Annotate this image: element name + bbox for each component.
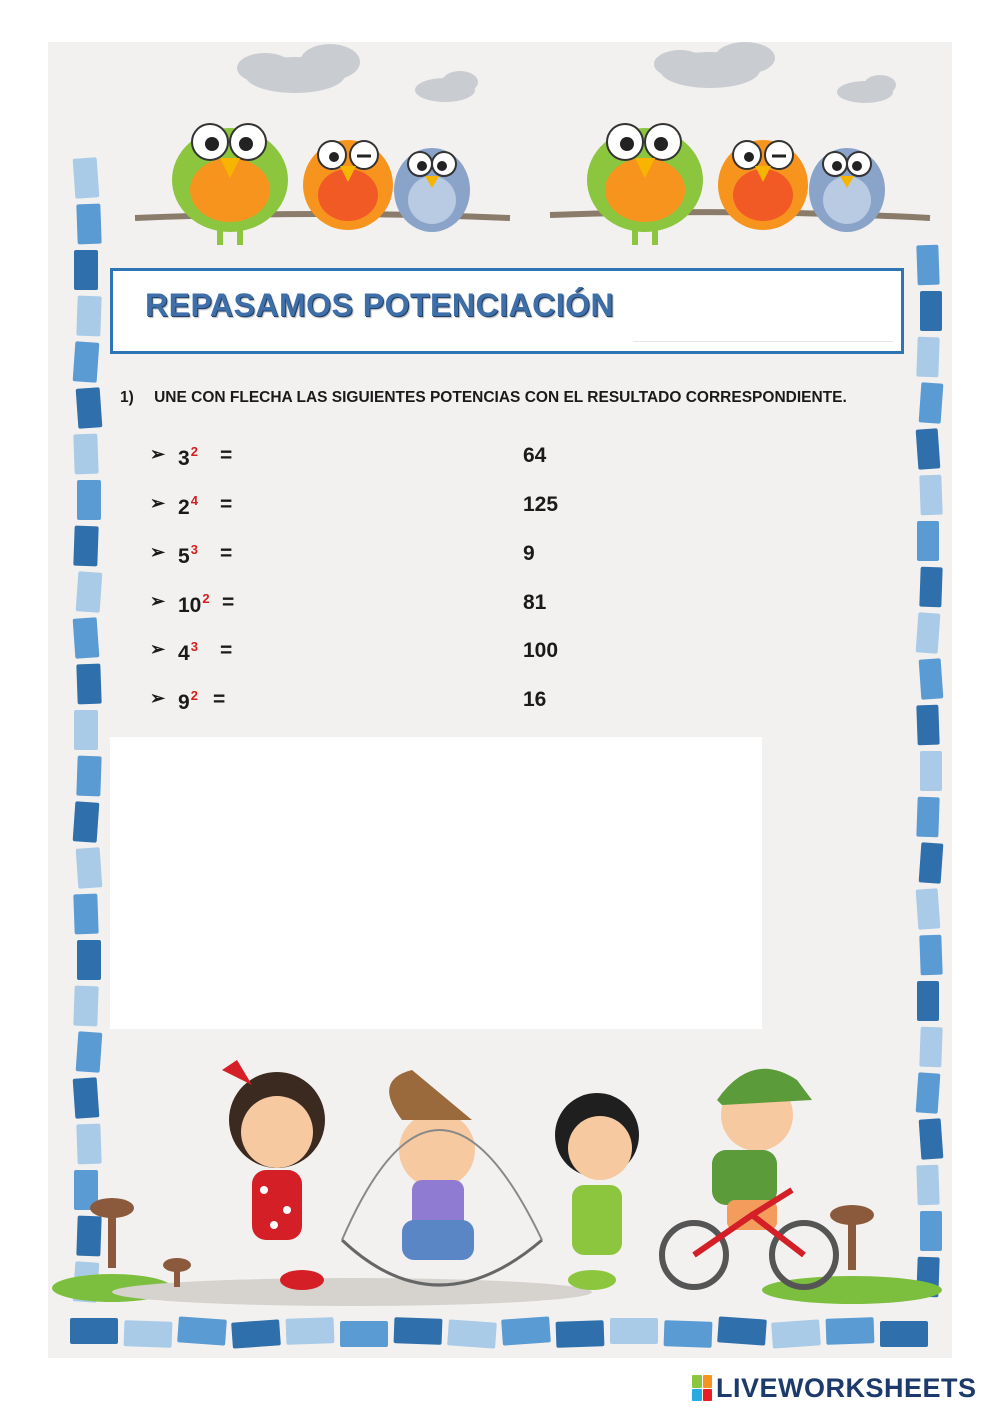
- border-tile: [76, 296, 101, 337]
- power-base: $5^3$: [178, 542, 198, 568]
- border-tile: [920, 751, 942, 791]
- girl-with-rope-icon: [222, 1060, 325, 1290]
- border-tile: [916, 612, 941, 653]
- border-tile: [880, 1321, 928, 1347]
- blue-bird-icon: [809, 148, 885, 232]
- blue-bird-icon: [394, 148, 470, 232]
- border-tile: [76, 847, 103, 889]
- border-tile: [920, 291, 942, 331]
- power-exponent: 2: [202, 591, 210, 606]
- border-tile: [76, 756, 101, 797]
- border-tile: [664, 1320, 713, 1348]
- border-tile: [177, 1316, 227, 1345]
- title-answer-blank[interactable]: [633, 283, 893, 342]
- green-bird-icon: [587, 124, 703, 245]
- result-value[interactable]: 125: [523, 493, 559, 516]
- power-exponent: 3: [190, 639, 198, 654]
- instruction-number: 1): [120, 389, 134, 406]
- border-tile: [76, 664, 101, 705]
- equals-sign: =: [220, 493, 233, 516]
- border-tile: [916, 797, 939, 838]
- border-tile: [826, 1317, 875, 1345]
- border-tile: [919, 475, 942, 516]
- power-exponent: 3: [190, 542, 198, 557]
- border-tile: [394, 1317, 443, 1345]
- children-illustration: [52, 1040, 948, 1310]
- border-tile: [917, 981, 939, 1021]
- cloud-icon: [237, 42, 896, 103]
- border-tile: [919, 658, 944, 699]
- border-tile: [340, 1321, 388, 1347]
- border-tile: [916, 428, 941, 469]
- worksheet-title: REPASAMOS POTENCIACIÓN: [145, 287, 615, 323]
- power-exponent: 2: [190, 688, 198, 703]
- liveworksheets-brand[interactable]: [692, 1372, 977, 1404]
- power-base: $10^2$: [178, 591, 210, 617]
- border-tile: [286, 1317, 335, 1345]
- power-base: $3^2$: [178, 444, 198, 470]
- border-tile: [76, 204, 101, 245]
- equals-sign: =: [220, 444, 233, 467]
- bullet-arrow-icon: ➢: [150, 591, 166, 611]
- orange-bird-icon: [303, 140, 393, 230]
- border-tile: [73, 157, 100, 199]
- power-base: $2^4$: [178, 493, 198, 519]
- liveworksheets-logo-icon: [692, 1375, 712, 1401]
- power-base: $4^3$: [178, 639, 198, 665]
- border-tile: [919, 842, 944, 883]
- border-tile: [73, 894, 98, 935]
- grass-ground: [52, 1274, 942, 1306]
- border-tile: [74, 710, 98, 750]
- title-box: [110, 268, 904, 354]
- green-bird-icon: [172, 124, 288, 245]
- result-value[interactable]: 9: [523, 542, 535, 565]
- border-tile: [917, 521, 939, 561]
- border-tile: [73, 526, 98, 567]
- equals-sign: =: [213, 688, 226, 711]
- birds-illustration: [120, 40, 940, 265]
- border-tile: [916, 337, 939, 378]
- border-tile: [70, 1318, 118, 1344]
- border-tile: [919, 935, 942, 976]
- border-tile: [73, 617, 100, 659]
- border-tile: [77, 940, 101, 980]
- orange-bird-icon: [718, 140, 808, 230]
- bullet-arrow-icon: ➢: [150, 688, 166, 708]
- instruction-text: UNE CON FLECHA LAS SIGUIENTES POTENCIAS CON EL RESULTADO CORRESPONDIENTE.: [154, 389, 847, 406]
- equals-sign: =: [220, 542, 233, 565]
- border-tile: [231, 1319, 281, 1348]
- border-tile: [447, 1319, 497, 1348]
- power-exponent: 2: [190, 444, 198, 459]
- border-tile: [717, 1316, 767, 1345]
- border-tile: [74, 250, 98, 290]
- border-tile: [76, 387, 103, 429]
- border-tile: [919, 567, 942, 608]
- power-exponent: 4: [190, 493, 198, 508]
- instruction: [120, 389, 847, 407]
- bullet-arrow-icon: ➢: [150, 493, 166, 513]
- border-tile: [916, 888, 941, 929]
- power-base: $9^2$: [178, 688, 198, 714]
- border-tile: [556, 1320, 605, 1348]
- equals-sign: =: [220, 639, 233, 662]
- border-tile: [919, 382, 944, 423]
- border-tile: [610, 1318, 658, 1344]
- jumping-girl-icon: [342, 1070, 542, 1285]
- border-tile: [916, 705, 939, 746]
- bullet-arrow-icon: ➢: [150, 542, 166, 562]
- bullet-arrow-icon: ➢: [150, 639, 166, 659]
- bullet-arrow-icon: ➢: [150, 444, 166, 464]
- border-tile: [73, 801, 100, 843]
- border-tile: [76, 571, 103, 613]
- result-value[interactable]: 81: [523, 591, 547, 614]
- result-value[interactable]: 16: [523, 688, 547, 711]
- border-tile: [73, 986, 98, 1027]
- border-tile: [77, 480, 101, 520]
- brand-name: LIVEWORKSHEETS: [716, 1372, 977, 1403]
- green-girl-icon: [555, 1093, 639, 1290]
- border-tile: [73, 341, 100, 383]
- result-value[interactable]: 64: [523, 444, 547, 467]
- answer-area[interactable]: [110, 737, 762, 1029]
- border-tile: [771, 1319, 821, 1348]
- equals-sign: =: [222, 591, 235, 614]
- border-tile: [73, 434, 98, 475]
- boy-on-bike-icon: [662, 1069, 836, 1287]
- border-tile: [501, 1316, 551, 1345]
- border-tile: [124, 1320, 173, 1348]
- result-value[interactable]: 100: [523, 639, 559, 662]
